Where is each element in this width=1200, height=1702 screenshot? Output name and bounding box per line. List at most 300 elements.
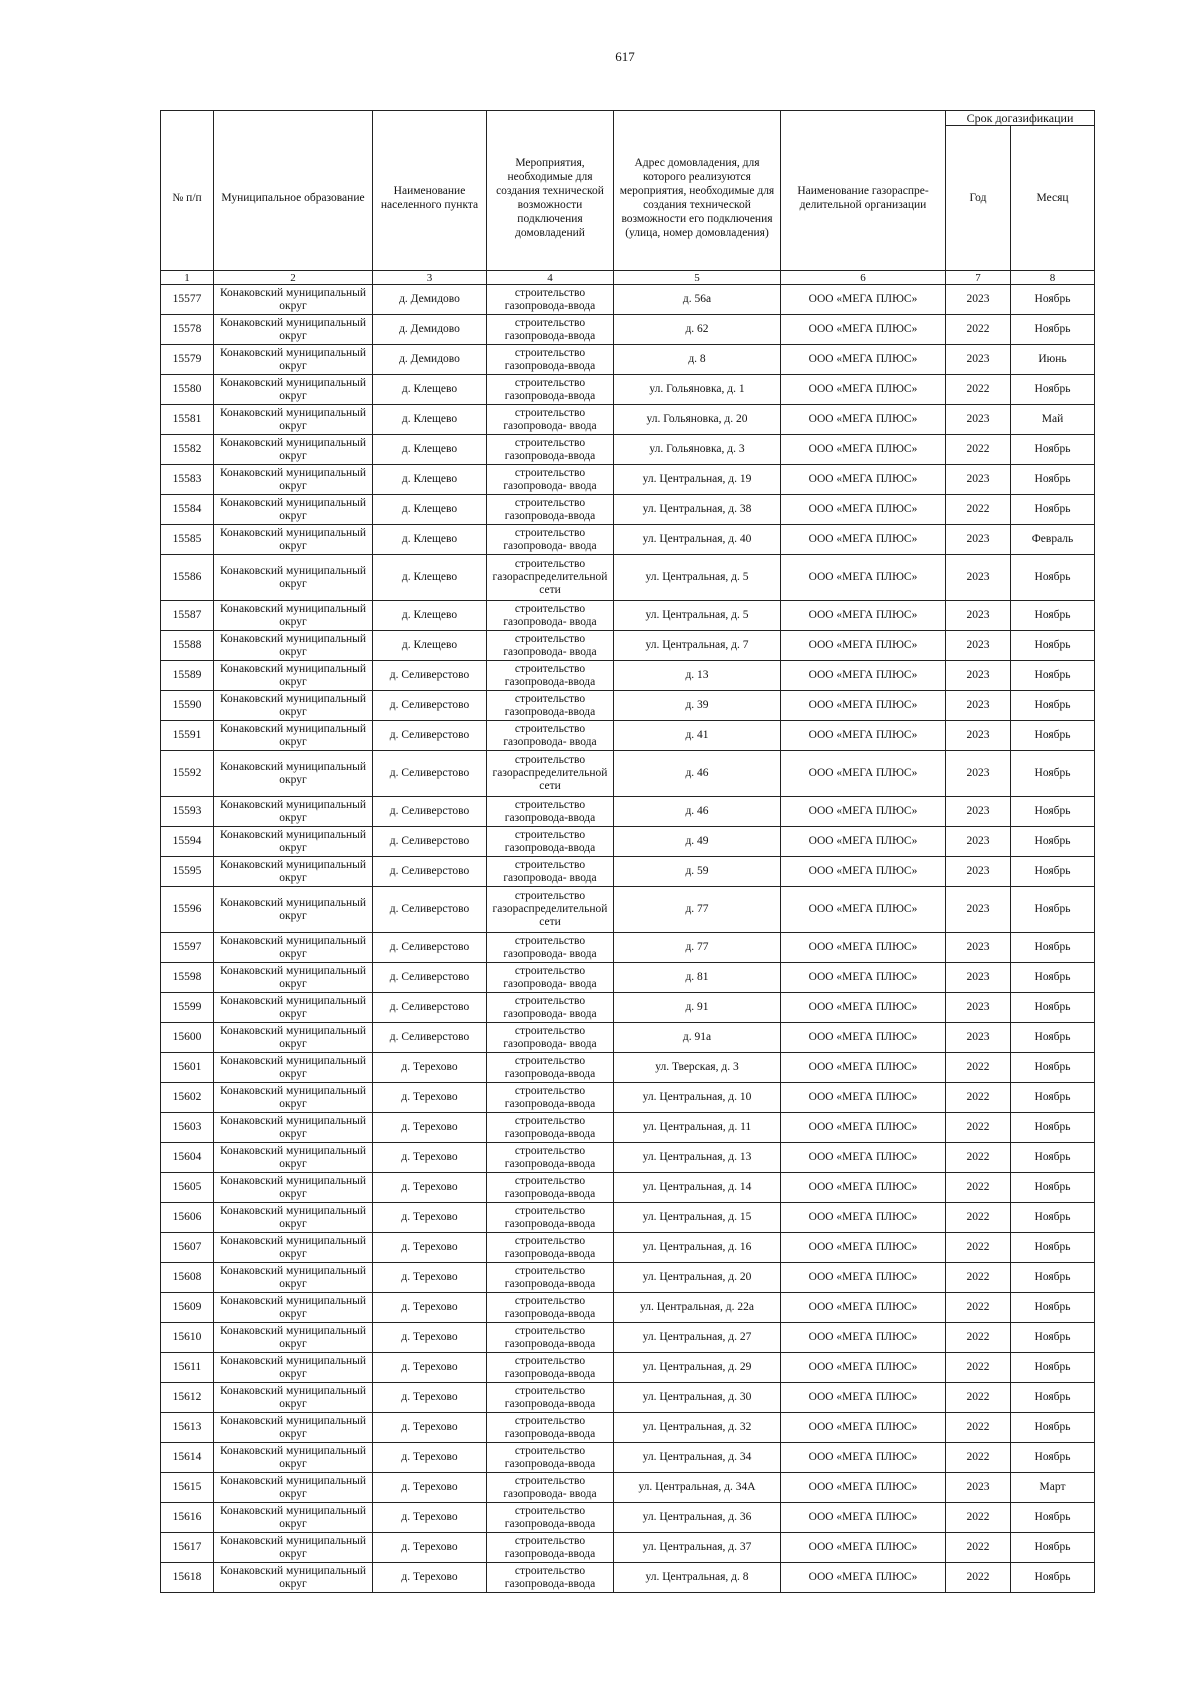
cell-address: ул. Центральная, д. 16 — [614, 1233, 781, 1263]
cell-organization: ООО «МЕГА ПЛЮС» — [781, 1293, 946, 1323]
cell-year: 2023 — [946, 285, 1011, 315]
cell-measure: строительство газопровода-ввода — [487, 285, 614, 315]
cell-measure: строительство газопровода-ввода — [487, 797, 614, 827]
cell-organization: ООО «МЕГА ПЛЮС» — [781, 1443, 946, 1473]
cell-organization: ООО «МЕГА ПЛЮС» — [781, 691, 946, 721]
cell-address: ул. Центральная, д. 13 — [614, 1143, 781, 1173]
cell-year: 2022 — [946, 1053, 1011, 1083]
table-row — [161, 631, 1095, 661]
cell-row-number: 15604 — [161, 1143, 214, 1173]
header-blank — [161, 111, 214, 126]
col-number: 4 — [487, 271, 614, 285]
cell-organization: ООО «МЕГА ПЛЮС» — [781, 1023, 946, 1053]
table-row — [161, 1113, 1095, 1143]
cell-organization: ООО «МЕГА ПЛЮС» — [781, 465, 946, 495]
cell-month: Ноябрь — [1011, 1443, 1095, 1473]
cell-settlement: д. Терехово — [373, 1293, 487, 1323]
cell-row-number: 15595 — [161, 857, 214, 887]
cell-year: 2023 — [946, 601, 1011, 631]
header-month: Месяц — [1011, 126, 1095, 271]
cell-settlement: д. Селиверстово — [373, 963, 487, 993]
cell-organization: ООО «МЕГА ПЛЮС» — [781, 797, 946, 827]
cell-measure: строительство газопровода-ввода — [487, 1383, 614, 1413]
table-row — [161, 1203, 1095, 1233]
cell-row-number: 15590 — [161, 691, 214, 721]
cell-municipality: Конаковский муниципальный округ — [214, 631, 373, 661]
cell-address: ул. Центральная, д. 37 — [614, 1533, 781, 1563]
cell-municipality: Конаковский муниципальный округ — [214, 1263, 373, 1293]
cell-measure: строительство газопровода- ввода — [487, 933, 614, 963]
cell-address: д. 91 — [614, 993, 781, 1023]
cell-organization: ООО «МЕГА ПЛЮС» — [781, 435, 946, 465]
header-year: Год — [946, 126, 1011, 271]
cell-settlement: д. Селиверстово — [373, 721, 487, 751]
cell-row-number: 15586 — [161, 555, 214, 601]
cell-month: Ноябрь — [1011, 601, 1095, 631]
cell-address: ул. Центральная, д. 5 — [614, 601, 781, 631]
cell-organization: ООО «МЕГА ПЛЮС» — [781, 631, 946, 661]
cell-measure: строительство газопровода-ввода — [487, 1263, 614, 1293]
cell-organization: ООО «МЕГА ПЛЮС» — [781, 1533, 946, 1563]
cell-row-number: 15606 — [161, 1203, 214, 1233]
cell-organization: ООО «МЕГА ПЛЮС» — [781, 933, 946, 963]
cell-year: 2023 — [946, 661, 1011, 691]
cell-settlement: д. Терехово — [373, 1503, 487, 1533]
cell-month: Ноябрь — [1011, 555, 1095, 601]
cell-settlement: д. Клещево — [373, 435, 487, 465]
table-row — [161, 1323, 1095, 1353]
cell-municipality: Конаковский муниципальный округ — [214, 315, 373, 345]
cell-measure: строительство газопровода-ввода — [487, 1563, 614, 1593]
cell-address: д. 56а — [614, 285, 781, 315]
cell-settlement: д. Терехово — [373, 1473, 487, 1503]
cell-row-number: 15582 — [161, 435, 214, 465]
cell-municipality: Конаковский муниципальный округ — [214, 1563, 373, 1593]
cell-organization: ООО «МЕГА ПЛЮС» — [781, 993, 946, 1023]
table-row — [161, 1023, 1095, 1053]
table-row — [161, 345, 1095, 375]
cell-measure: строительство газораспределительной сети — [487, 751, 614, 797]
cell-year: 2022 — [946, 1203, 1011, 1233]
cell-settlement: д. Терехово — [373, 1203, 487, 1233]
cell-address: д. 39 — [614, 691, 781, 721]
table-row — [161, 691, 1095, 721]
cell-address: ул. Центральная, д. 5 — [614, 555, 781, 601]
table-row — [161, 555, 1095, 601]
cell-year: 2022 — [946, 1443, 1011, 1473]
cell-year: 2023 — [946, 933, 1011, 963]
cell-year: 2022 — [946, 1563, 1011, 1593]
cell-municipality: Конаковский муниципальный округ — [214, 285, 373, 315]
cell-organization: ООО «МЕГА ПЛЮС» — [781, 375, 946, 405]
cell-address: д. 46 — [614, 797, 781, 827]
cell-settlement: д. Селиверстово — [373, 691, 487, 721]
cell-settlement: д. Селиверстово — [373, 887, 487, 933]
cell-month: Ноябрь — [1011, 1113, 1095, 1143]
cell-settlement: д. Клещево — [373, 375, 487, 405]
cell-address: ул. Центральная, д. 10 — [614, 1083, 781, 1113]
table-row — [161, 933, 1095, 963]
cell-measure: строительство газопровода-ввода — [487, 1533, 614, 1563]
table-row — [161, 285, 1095, 315]
table-row — [161, 525, 1095, 555]
cell-municipality: Конаковский муниципальный округ — [214, 857, 373, 887]
col-number: 1 — [161, 271, 214, 285]
cell-settlement: д. Терехово — [373, 1143, 487, 1173]
cell-month: Март — [1011, 1473, 1095, 1503]
col-number: 7 — [946, 271, 1011, 285]
cell-year: 2022 — [946, 1113, 1011, 1143]
cell-settlement: д. Клещево — [373, 525, 487, 555]
cell-address: д. 13 — [614, 661, 781, 691]
cell-year: 2023 — [946, 963, 1011, 993]
cell-address: ул. Центральная, д. 30 — [614, 1383, 781, 1413]
cell-year: 2023 — [946, 1023, 1011, 1053]
cell-organization: ООО «МЕГА ПЛЮС» — [781, 555, 946, 601]
cell-year: 2022 — [946, 1173, 1011, 1203]
cell-year: 2023 — [946, 887, 1011, 933]
cell-month: Ноябрь — [1011, 993, 1095, 1023]
cell-address: д. 8 — [614, 345, 781, 375]
header-address: Адрес домовладения, для которого реализуются мероприятия, необходимые для создания технической возможности его подключения (улица, номер домовладения) — [614, 126, 781, 271]
cell-measure: строительство газопровода- ввода — [487, 405, 614, 435]
cell-address: д. 62 — [614, 315, 781, 345]
cell-municipality: Конаковский муниципальный округ — [214, 1053, 373, 1083]
cell-measure: строительство газопровода-ввода — [487, 315, 614, 345]
table-row — [161, 661, 1095, 691]
cell-month: Ноябрь — [1011, 1293, 1095, 1323]
cell-month: Май — [1011, 405, 1095, 435]
cell-month: Ноябрь — [1011, 1323, 1095, 1353]
cell-row-number: 15611 — [161, 1353, 214, 1383]
cell-organization: ООО «МЕГА ПЛЮС» — [781, 1503, 946, 1533]
cell-organization: ООО «МЕГА ПЛЮС» — [781, 857, 946, 887]
cell-month: Ноябрь — [1011, 661, 1095, 691]
cell-municipality: Конаковский муниципальный округ — [214, 1473, 373, 1503]
cell-settlement: д. Клещево — [373, 405, 487, 435]
cell-municipality: Конаковский муниципальный округ — [214, 1413, 373, 1443]
cell-measure: строительство газопровода-ввода — [487, 1203, 614, 1233]
cell-month: Ноябрь — [1011, 1503, 1095, 1533]
cell-address: ул. Тверская, д. 3 — [614, 1053, 781, 1083]
cell-year: 2022 — [946, 1413, 1011, 1443]
cell-year: 2023 — [946, 797, 1011, 827]
cell-year: 2023 — [946, 525, 1011, 555]
cell-year: 2022 — [946, 1353, 1011, 1383]
cell-measure: строительство газопровода-ввода — [487, 1353, 614, 1383]
cell-municipality: Конаковский муниципальный округ — [214, 1143, 373, 1173]
cell-municipality: Конаковский муниципальный округ — [214, 993, 373, 1023]
cell-year: 2022 — [946, 1533, 1011, 1563]
cell-settlement: д. Терехово — [373, 1263, 487, 1293]
cell-row-number: 15592 — [161, 751, 214, 797]
cell-year: 2022 — [946, 375, 1011, 405]
cell-municipality: Конаковский муниципальный округ — [214, 1503, 373, 1533]
cell-row-number: 15584 — [161, 495, 214, 525]
cell-measure: строительство газопровода-ввода — [487, 1233, 614, 1263]
cell-year: 2022 — [946, 1143, 1011, 1173]
header-blank — [214, 111, 373, 126]
table-row — [161, 1353, 1095, 1383]
cell-organization: ООО «МЕГА ПЛЮС» — [781, 1233, 946, 1263]
cell-measure: строительство газопровода-ввода — [487, 435, 614, 465]
cell-measure: строительство газопровода- ввода — [487, 601, 614, 631]
cell-row-number: 15598 — [161, 963, 214, 993]
cell-row-number: 15591 — [161, 721, 214, 751]
cell-settlement: д. Терехово — [373, 1083, 487, 1113]
cell-year: 2023 — [946, 1473, 1011, 1503]
cell-organization: ООО «МЕГА ПЛЮС» — [781, 963, 946, 993]
cell-address: ул. Центральная, д. 20 — [614, 1263, 781, 1293]
cell-address: ул. Центральная, д. 7 — [614, 631, 781, 661]
cell-measure: строительство газопровода- ввода — [487, 721, 614, 751]
cell-organization: ООО «МЕГА ПЛЮС» — [781, 1143, 946, 1173]
cell-organization: ООО «МЕГА ПЛЮС» — [781, 525, 946, 555]
cell-municipality: Конаковский муниципальный округ — [214, 1233, 373, 1263]
cell-address: д. 77 — [614, 887, 781, 933]
cell-measure: строительство газопровода-ввода — [487, 345, 614, 375]
cell-row-number: 15597 — [161, 933, 214, 963]
table-row — [161, 1263, 1095, 1293]
cell-municipality: Конаковский муниципальный округ — [214, 963, 373, 993]
cell-year: 2022 — [946, 1233, 1011, 1263]
cell-year: 2022 — [946, 315, 1011, 345]
cell-measure: строительство газопровода- ввода — [487, 857, 614, 887]
cell-municipality: Конаковский муниципальный округ — [214, 1533, 373, 1563]
cell-year: 2022 — [946, 435, 1011, 465]
table-row — [161, 1503, 1095, 1533]
cell-year: 2023 — [946, 691, 1011, 721]
header-municipality: Муниципальное образование — [214, 126, 373, 271]
cell-municipality: Конаковский муниципальный округ — [214, 435, 373, 465]
cell-municipality: Конаковский муниципальный округ — [214, 1083, 373, 1113]
cell-measure: строительство газопровода-ввода — [487, 495, 614, 525]
cell-month: Ноябрь — [1011, 933, 1095, 963]
cell-organization: ООО «МЕГА ПЛЮС» — [781, 315, 946, 345]
cell-row-number: 15602 — [161, 1083, 214, 1113]
cell-organization: ООО «МЕГА ПЛЮС» — [781, 1203, 946, 1233]
header-num: № п/п — [161, 126, 214, 271]
table-row — [161, 1383, 1095, 1413]
cell-row-number: 15593 — [161, 797, 214, 827]
cell-year: 2023 — [946, 857, 1011, 887]
cell-row-number: 15577 — [161, 285, 214, 315]
cell-organization: ООО «МЕГА ПЛЮС» — [781, 1353, 946, 1383]
cell-year: 2022 — [946, 1293, 1011, 1323]
cell-address: ул. Центральная, д. 22а — [614, 1293, 781, 1323]
cell-municipality: Конаковский муниципальный округ — [214, 601, 373, 631]
cell-settlement: д. Терехово — [373, 1323, 487, 1353]
cell-year: 2022 — [946, 1263, 1011, 1293]
cell-month: Ноябрь — [1011, 1563, 1095, 1593]
cell-address: ул. Центральная, д. 34 — [614, 1443, 781, 1473]
cell-settlement: д. Селиверстово — [373, 661, 487, 691]
cell-municipality: Конаковский муниципальный округ — [214, 721, 373, 751]
table-row — [161, 857, 1095, 887]
cell-settlement: д. Демидово — [373, 315, 487, 345]
cell-settlement: д. Клещево — [373, 631, 487, 661]
table-row — [161, 1533, 1095, 1563]
cell-month: Ноябрь — [1011, 1023, 1095, 1053]
cell-settlement: д. Терехово — [373, 1053, 487, 1083]
cell-measure: строительство газопровода-ввода — [487, 375, 614, 405]
cell-row-number: 15615 — [161, 1473, 214, 1503]
cell-measure: строительство газопровода- ввода — [487, 993, 614, 1023]
cell-settlement: д. Селиверстово — [373, 857, 487, 887]
cell-row-number: 15596 — [161, 887, 214, 933]
cell-row-number: 15585 — [161, 525, 214, 555]
cell-row-number: 15613 — [161, 1413, 214, 1443]
cell-organization: ООО «МЕГА ПЛЮС» — [781, 1053, 946, 1083]
cell-measure: строительство газопровода-ввода — [487, 1113, 614, 1143]
gasification-table — [160, 110, 1095, 1593]
table-row — [161, 993, 1095, 1023]
cell-row-number: 15616 — [161, 1503, 214, 1533]
col-number: 6 — [781, 271, 946, 285]
cell-month: Ноябрь — [1011, 1413, 1095, 1443]
cell-month: Ноябрь — [1011, 435, 1095, 465]
table-row — [161, 1563, 1095, 1593]
cell-year: 2022 — [946, 1503, 1011, 1533]
cell-municipality: Конаковский муниципальный округ — [214, 1203, 373, 1233]
cell-organization: ООО «МЕГА ПЛЮС» — [781, 1083, 946, 1113]
cell-row-number: 15605 — [161, 1173, 214, 1203]
cell-month: Ноябрь — [1011, 1203, 1095, 1233]
cell-municipality: Конаковский муниципальный округ — [214, 691, 373, 721]
cell-address: ул. Центральная, д. 8 — [614, 1563, 781, 1593]
cell-row-number: 15609 — [161, 1293, 214, 1323]
cell-row-number: 15614 — [161, 1443, 214, 1473]
cell-municipality: Конаковский муниципальный округ — [214, 555, 373, 601]
cell-settlement: д. Селиверстово — [373, 751, 487, 797]
table-row — [161, 1473, 1095, 1503]
cell-measure: строительство газопровода- ввода — [487, 963, 614, 993]
cell-organization: ООО «МЕГА ПЛЮС» — [781, 1113, 946, 1143]
cell-address: д. 59 — [614, 857, 781, 887]
cell-settlement: д. Терехово — [373, 1443, 487, 1473]
cell-address: ул. Центральная, д. 29 — [614, 1353, 781, 1383]
cell-measure: строительство газопровода- ввода — [487, 631, 614, 661]
cell-row-number: 15612 — [161, 1383, 214, 1413]
cell-month: Ноябрь — [1011, 315, 1095, 345]
cell-month: Ноябрь — [1011, 1263, 1095, 1293]
cell-row-number: 15594 — [161, 827, 214, 857]
cell-year: 2022 — [946, 1323, 1011, 1353]
cell-row-number: 15589 — [161, 661, 214, 691]
cell-municipality: Конаковский муниципальный округ — [214, 827, 373, 857]
header-blank — [487, 111, 614, 126]
table-row — [161, 1053, 1095, 1083]
cell-measure: строительство газопровода- ввода — [487, 465, 614, 495]
cell-month: Июнь — [1011, 345, 1095, 375]
cell-municipality: Конаковский муниципальный округ — [214, 887, 373, 933]
table-row — [161, 1083, 1095, 1113]
cell-month: Ноябрь — [1011, 691, 1095, 721]
col-number: 3 — [373, 271, 487, 285]
cell-address: ул. Центральная, д. 11 — [614, 1113, 781, 1143]
table-row — [161, 1443, 1095, 1473]
col-number: 2 — [214, 271, 373, 285]
cell-settlement: д. Терехово — [373, 1113, 487, 1143]
cell-row-number: 15603 — [161, 1113, 214, 1143]
cell-address: ул. Центральная, д. 19 — [614, 465, 781, 495]
cell-address: ул. Центральная, д. 34А — [614, 1473, 781, 1503]
col-number: 8 — [1011, 271, 1095, 285]
cell-municipality: Конаковский муниципальный округ — [214, 1323, 373, 1353]
cell-month: Февраль — [1011, 525, 1095, 555]
cell-settlement: д. Селиверстово — [373, 797, 487, 827]
table-row — [161, 1173, 1095, 1203]
cell-address: д. 91а — [614, 1023, 781, 1053]
table-row — [161, 751, 1095, 797]
cell-measure: строительство газопровода-ввода — [487, 1083, 614, 1113]
cell-address: ул. Центральная, д. 40 — [614, 525, 781, 555]
cell-year: 2023 — [946, 555, 1011, 601]
cell-year: 2023 — [946, 993, 1011, 1023]
cell-address: д. 81 — [614, 963, 781, 993]
cell-year: 2023 — [946, 827, 1011, 857]
table-row — [161, 465, 1095, 495]
cell-row-number: 15587 — [161, 601, 214, 631]
cell-month: Ноябрь — [1011, 631, 1095, 661]
cell-year: 2023 — [946, 405, 1011, 435]
cell-address: ул. Гольяновка, д. 3 — [614, 435, 781, 465]
cell-address: ул. Центральная, д. 36 — [614, 1503, 781, 1533]
cell-measure: строительство газопровода- ввода — [487, 1473, 614, 1503]
cell-settlement: д. Селиверстово — [373, 827, 487, 857]
cell-municipality: Конаковский муниципальный округ — [214, 465, 373, 495]
page-number: 617 — [615, 49, 635, 64]
cell-settlement: д. Терехово — [373, 1383, 487, 1413]
cell-address: д. 77 — [614, 933, 781, 963]
table-row — [161, 963, 1095, 993]
cell-row-number: 15583 — [161, 465, 214, 495]
cell-measure: строительство газораспределительной сети — [487, 887, 614, 933]
cell-month: Ноябрь — [1011, 857, 1095, 887]
cell-address: ул. Центральная, д. 27 — [614, 1323, 781, 1353]
cell-row-number: 15581 — [161, 405, 214, 435]
cell-settlement: д. Демидово — [373, 345, 487, 375]
cell-settlement: д. Клещево — [373, 601, 487, 631]
cell-month: Ноябрь — [1011, 827, 1095, 857]
cell-month: Ноябрь — [1011, 751, 1095, 797]
cell-settlement: д. Селиверстово — [373, 1023, 487, 1053]
cell-municipality: Конаковский муниципальный округ — [214, 1443, 373, 1473]
cell-organization: ООО «МЕГА ПЛЮС» — [781, 827, 946, 857]
cell-organization: ООО «МЕГА ПЛЮС» — [781, 1323, 946, 1353]
cell-municipality: Конаковский муниципальный округ — [214, 797, 373, 827]
cell-municipality: Конаковский муниципальный округ — [214, 375, 373, 405]
cell-row-number: 15618 — [161, 1563, 214, 1593]
cell-month: Ноябрь — [1011, 1173, 1095, 1203]
cell-municipality: Конаковский муниципальный округ — [214, 1113, 373, 1143]
cell-organization: ООО «МЕГА ПЛЮС» — [781, 1173, 946, 1203]
cell-measure: строительство газопровода-ввода — [487, 1443, 614, 1473]
cell-row-number: 15578 — [161, 315, 214, 345]
cell-year: 2022 — [946, 495, 1011, 525]
cell-organization: ООО «МЕГА ПЛЮС» — [781, 601, 946, 631]
cell-settlement: д. Демидово — [373, 285, 487, 315]
cell-measure: строительство газопровода-ввода — [487, 691, 614, 721]
cell-municipality: Конаковский муниципальный округ — [214, 1353, 373, 1383]
cell-measure: строительство газопровода-ввода — [487, 1413, 614, 1443]
cell-year: 2022 — [946, 1083, 1011, 1113]
cell-settlement: д. Терехово — [373, 1413, 487, 1443]
table-row — [161, 827, 1095, 857]
cell-municipality: Конаковский муниципальный округ — [214, 1293, 373, 1323]
cell-row-number: 15601 — [161, 1053, 214, 1083]
cell-month: Ноябрь — [1011, 1233, 1095, 1263]
